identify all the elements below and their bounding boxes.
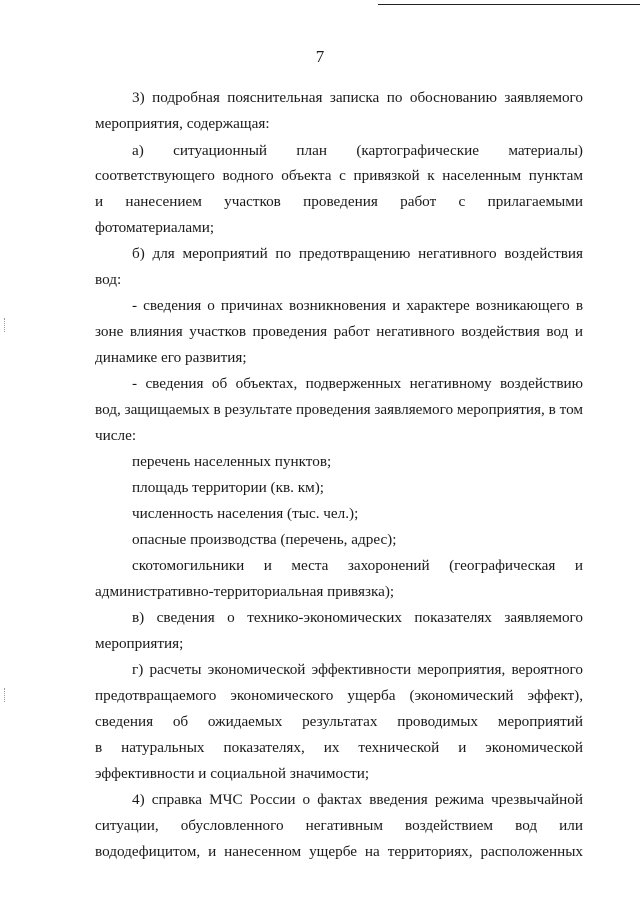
scan-edge-mark (4, 688, 5, 702)
text-line: ситуации, обусловленного негативным воздействием вод или (95, 817, 583, 834)
top-rule (378, 4, 640, 5)
text-line: в натуральных показателях, их технической и экономической (95, 739, 583, 756)
text-line: перечень населенных пунктов; (132, 453, 332, 470)
text-line: мероприятия; (95, 635, 184, 652)
text-line: и нанесением участков проведения работ с прилагаемыми (95, 193, 583, 210)
text-line: эффективности и социальной значимости; (95, 765, 370, 782)
text-line: скотомогильники и места захоронений (географическая и (132, 557, 583, 574)
text-line: б) для мероприятий по предотвращению негативного воздействия (132, 245, 583, 262)
text-line: числе: (95, 427, 137, 444)
text-line: мероприятия, содержащая: (95, 115, 270, 132)
text-line: - сведения о причинах возникновения и характере возникающего в (132, 297, 583, 314)
text-line: - сведения об объектах, подверженных негативному воздействию (132, 375, 583, 392)
text-line: вод: (95, 271, 122, 288)
text-line: соответствующего водного объекта с привязкой к населенным пунктам (95, 167, 583, 184)
text-line: предотвращаемого экономического ущерба (экономический эффект), (95, 687, 583, 704)
text-line: численность населения (тыс. чел.); (132, 505, 359, 522)
text-line: площадь территории (кв. км); (132, 479, 325, 496)
text-line: вод, защищаемых в результате проведения заявляемого мероприятия, в том (95, 401, 583, 418)
text-line: в) сведения о технико-экономических показателях заявляемого (132, 609, 583, 626)
page-number: 7 (315, 47, 325, 66)
text-line: зоне влияния участков проведения работ негативного воздействия вод и (95, 323, 583, 340)
text-line: г) расчеты экономической эффективности мероприятия, вероятного (132, 661, 583, 678)
scan-edge-mark (4, 318, 5, 332)
text-line: а) ситуационный план (картографические материалы) (132, 142, 583, 159)
text-line: сведения об ожидаемых результатах проводимых мероприятий (95, 713, 583, 730)
text-line: административно-территориальная привязка); (95, 583, 395, 600)
text-line: вододефицитом, и нанесенном ущербе на территориях, расположенных (95, 843, 583, 860)
text-line: опасные производства (перечень, адрес); (132, 531, 397, 548)
text-line: фотоматериалами; (95, 219, 215, 236)
text-line: 4) справка МЧС России о фактах введения режима чрезвычайной (132, 791, 583, 808)
text-line: динамике его развития; (95, 349, 247, 366)
text-line: 3) подробная пояснительная записка по обоснованию заявляемого (132, 89, 583, 106)
